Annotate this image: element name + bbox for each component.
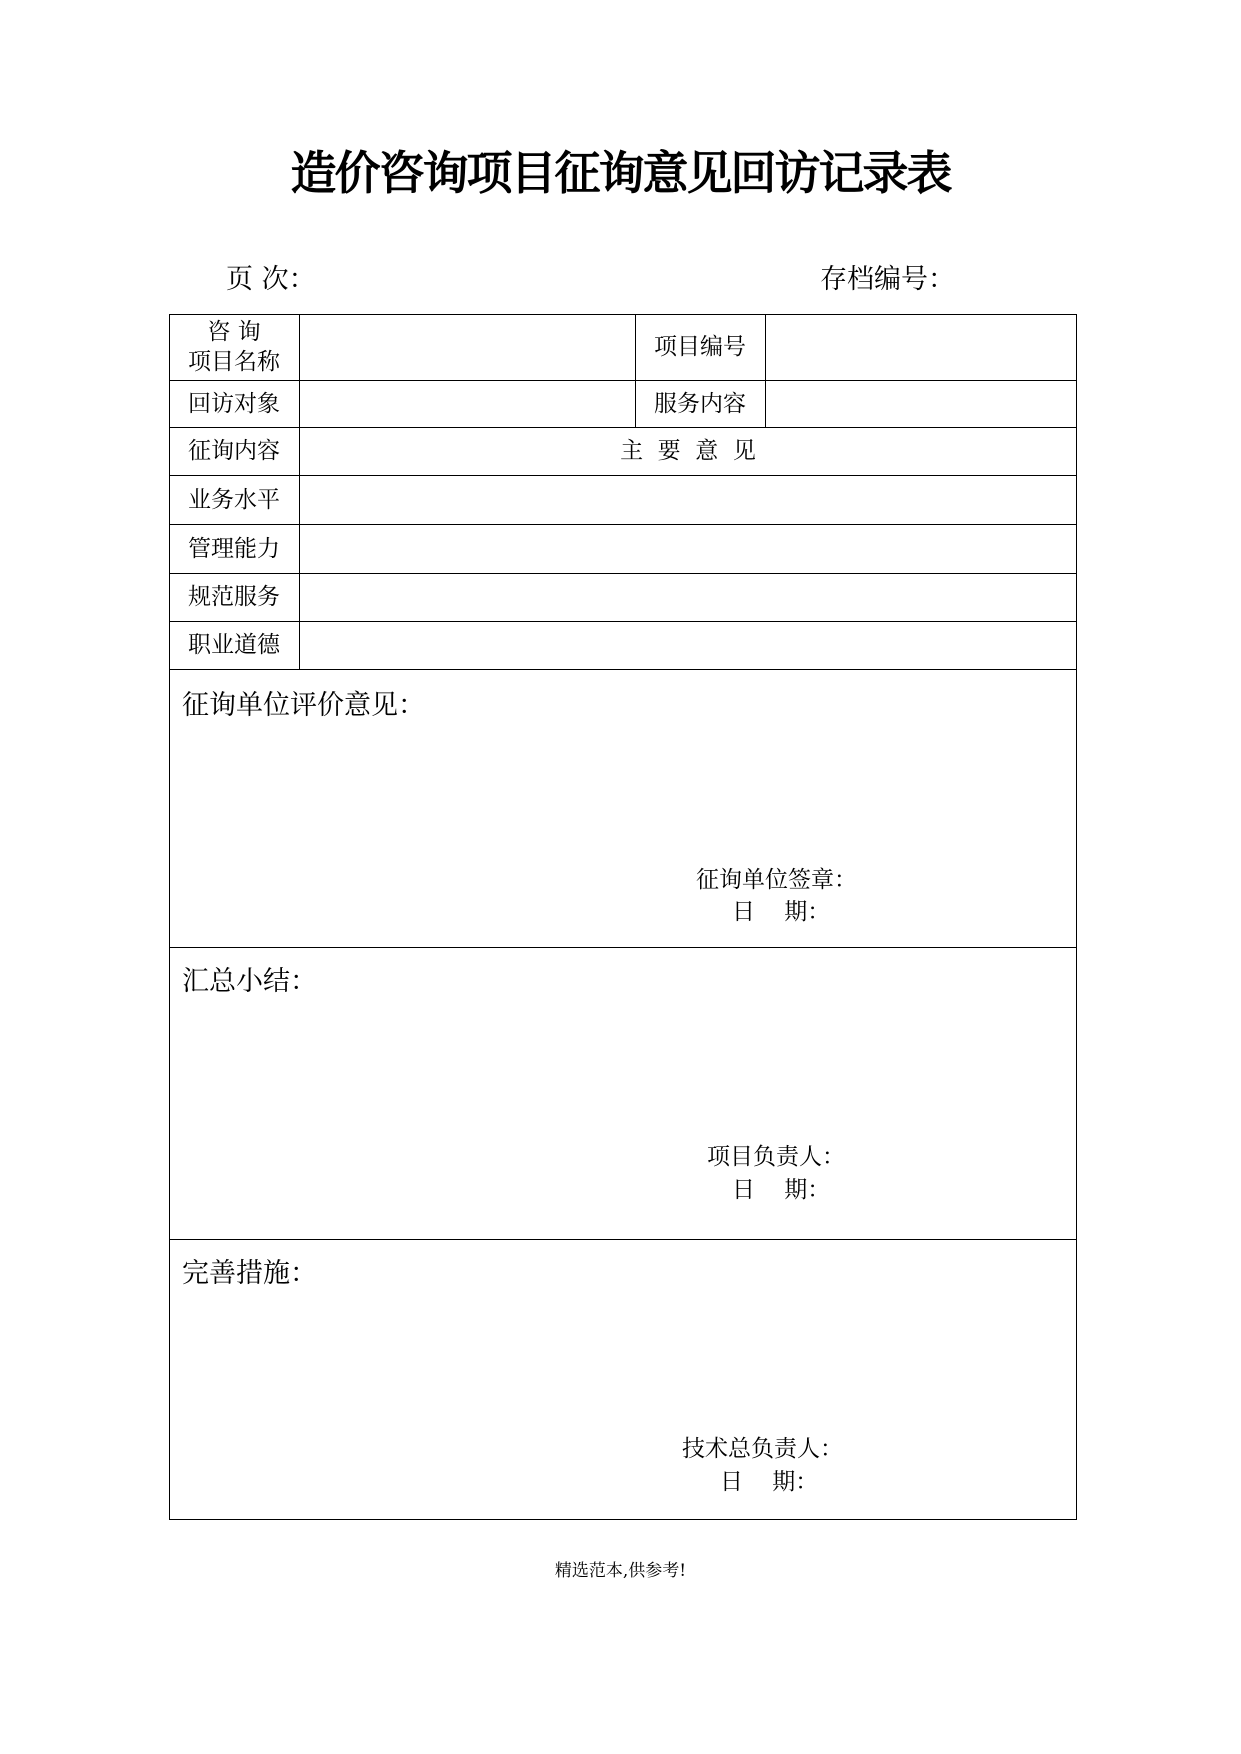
service-content-field[interactable] [766, 380, 1076, 427]
criterion-label: 业务水平 [188, 486, 280, 513]
improvement-date-label: 日 期： [720, 1469, 819, 1495]
section-divider [169, 1239, 1077, 1240]
table-border-bottom [169, 1519, 1077, 1520]
criterion-label: 职业道德 [188, 632, 280, 658]
summary-section-label: 汇总小结： [182, 966, 317, 997]
project-name-label [169, 314, 299, 380]
project-name-label-line1: 咨 询 [207, 319, 261, 345]
improvement-section-label: 完善措施： [182, 1258, 317, 1289]
archive-number-label: 存档编号： [820, 264, 955, 295]
technical-leader-label: 技术总负责人： [682, 1436, 843, 1462]
page-number-label: 页 次： [226, 264, 316, 295]
project-number-field[interactable] [766, 314, 1076, 380]
page-title: 造价咨询项目征询意见回访记录表 [290, 146, 951, 200]
criterion-label: 规范服务 [188, 584, 280, 610]
visit-target-field[interactable] [300, 380, 635, 427]
project-number-label: 项目编号 [654, 334, 746, 360]
visit-target-label: 回访对象 [188, 390, 280, 417]
criterion-opinion-field[interactable] [300, 573, 1076, 621]
service-content-label: 服务内容 [654, 390, 746, 417]
summary-date-label: 日 期： [732, 1177, 831, 1203]
evaluation-section-label: 征询单位评价意见： [182, 690, 425, 721]
inquiry-content-label: 征询内容 [188, 438, 280, 464]
project-name-field[interactable] [300, 314, 635, 380]
criterion-label: 管理能力 [188, 535, 280, 562]
visit-record-form [169, 314, 1077, 1520]
evaluation-signature-label: 征询单位签章： [696, 867, 857, 893]
table-row-divider [169, 669, 1077, 670]
project-name-label-line2: 项目名称 [188, 349, 280, 375]
criterion-opinion-field[interactable] [300, 475, 1076, 524]
main-opinion-header: 主 要 意 见 [620, 438, 756, 464]
footer-note: 精选范本,供参考! [554, 1561, 687, 1581]
section-divider [169, 947, 1077, 948]
criterion-opinion-field[interactable] [300, 524, 1076, 573]
evaluation-date-label: 日 期： [732, 899, 831, 925]
table-border-right [1076, 314, 1077, 1520]
project-leader-label: 项目负责人： [707, 1144, 845, 1170]
criterion-opinion-field[interactable] [300, 621, 1076, 669]
